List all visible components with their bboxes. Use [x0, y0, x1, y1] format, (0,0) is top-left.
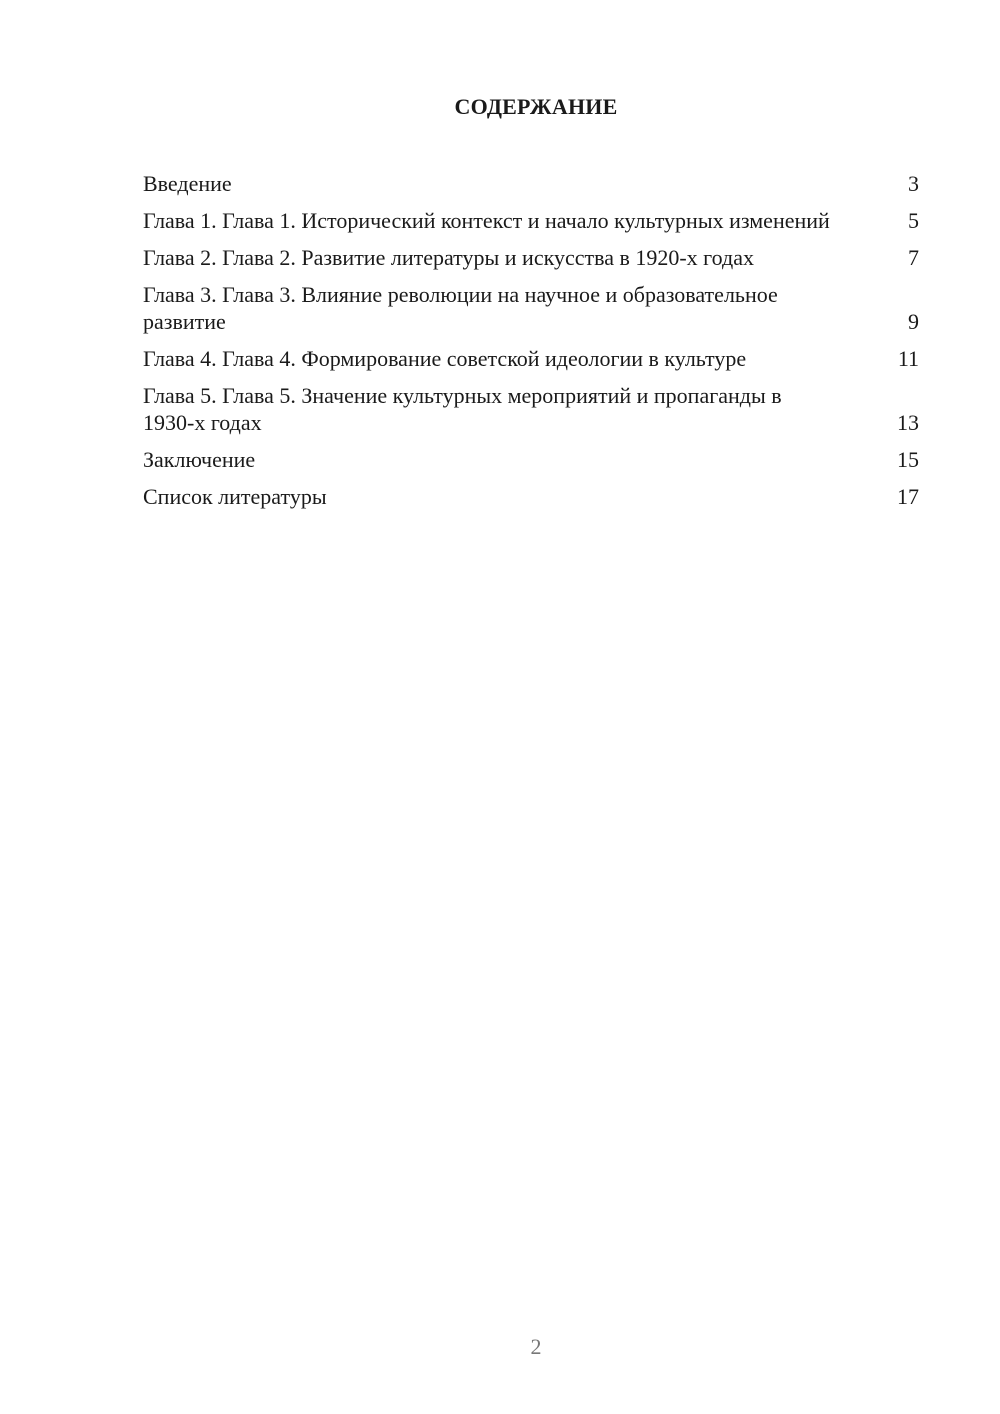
toc-entry-page: 13	[897, 410, 919, 435]
toc-entry-chapter-2[interactable]	[143, 244, 919, 271]
toc-entry-page: 3	[908, 171, 919, 196]
toc-entry-label: Глава 2. Глава 2. Развитие литературы и искусства в 1920-х годах	[143, 245, 754, 270]
toc-entry-page: 9	[908, 309, 919, 334]
toc-entry-label: Заключение	[143, 447, 256, 472]
toc-entry-page: 17	[897, 484, 919, 509]
toc-entry-label: Глава 3. Глава 3. Влияние революции на научное и образовательное развитие	[143, 282, 778, 334]
toc-entry-introduction[interactable]	[143, 170, 919, 197]
toc-entry-page: 5	[908, 208, 919, 233]
toc-entry-chapter-5[interactable]	[143, 382, 919, 436]
toc-entry-label: Глава 5. Глава 5. Значение культурных мероприятий и пропаганды в 1930-х годах	[143, 383, 782, 435]
toc-entry-chapter-4[interactable]	[143, 345, 919, 372]
toc-entry-label: Введение	[143, 171, 232, 196]
toc-entry-label: Глава 4. Глава 4. Формирование советской идеологии в культуре	[143, 346, 747, 371]
toc-entry-conclusion[interactable]	[143, 446, 919, 473]
toc-entry-label: Список литературы	[143, 484, 327, 509]
toc-title: СОДЕРЖАНИЕ	[454, 94, 618, 119]
toc-entry-chapter-1[interactable]	[143, 207, 919, 234]
table-of-contents	[143, 170, 919, 520]
toc-entry-label: Глава 1. Глава 1. Исторический контекст и начало культурных изменений	[143, 208, 830, 233]
toc-entry-bibliography[interactable]	[143, 483, 919, 510]
toc-entry-chapter-3[interactable]	[143, 281, 919, 335]
page-number: 2	[530, 1334, 542, 1359]
toc-entry-page: 15	[897, 447, 919, 472]
toc-entry-page: 7	[908, 245, 919, 270]
toc-entry-page: 11	[897, 346, 919, 371]
